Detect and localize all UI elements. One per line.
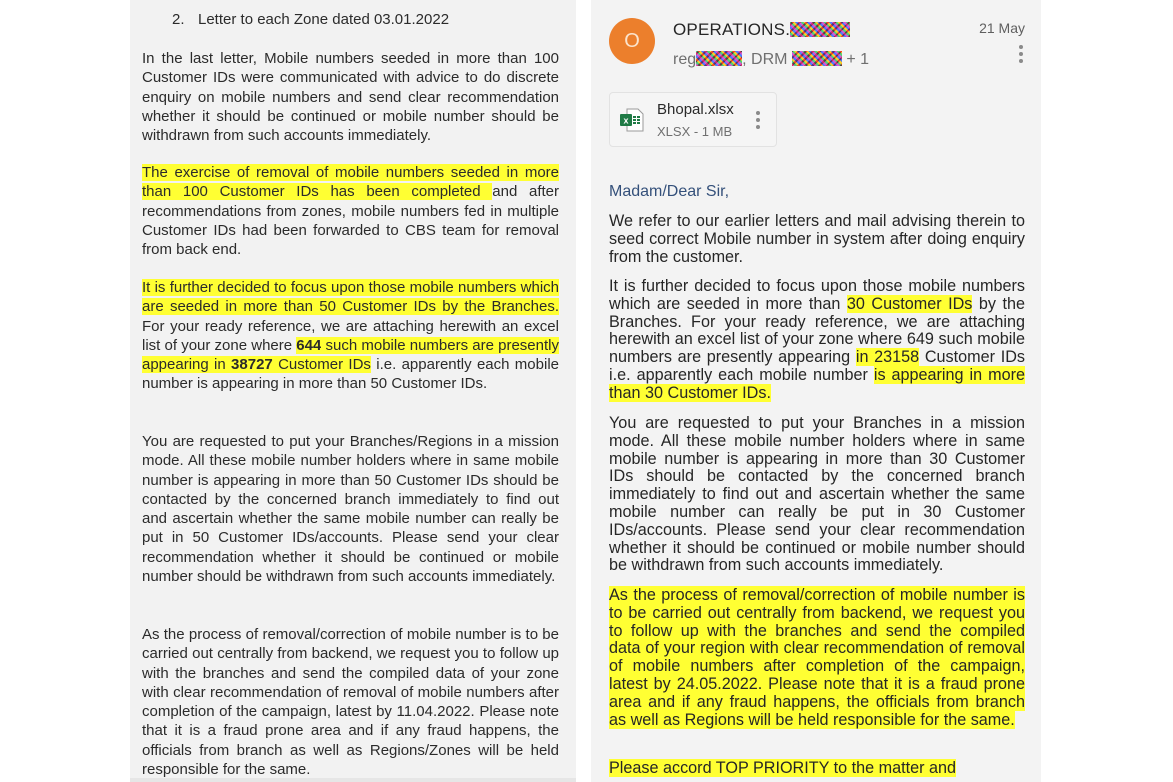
email-greeting: Madam/Dear Sir,: [609, 183, 730, 200]
highlighted-text: 30 Customer IDs: [846, 294, 973, 313]
highlighted-text: is appearing in more than 30 Customer IDs.: [609, 365, 1025, 402]
more-options-icon[interactable]: [1018, 45, 1024, 63]
attachment-more-icon[interactable]: [755, 111, 761, 129]
highlighted-text: in 23158: [855, 348, 920, 367]
highlighted-text: As the process of removal/correction of mobile number is to be carried out centrally from backend, we request you to follow up with the branches and send the compiled data of your region with clear recommendation of removal of mobile numbers after completion of the campaign, latest by 24.05.2022. Please note that it is a fraud prone area and if any fraud happens, the officials from branch as well as Regions will be held responsible for the same.: [609, 586, 1025, 729]
letter-reference-list-item: [172, 10, 449, 29]
list-number: 2.: [172, 11, 185, 28]
mobile-count: 644: [296, 336, 322, 354]
sender-avatar[interactable]: O: [609, 18, 655, 64]
email-paragraph-2: It is further decided to focus upon those mobile numbers which are seeded in more than 30 Customer IDs by the Branches. For your ready reference, we are attaching herewith an excel list of your zone where 649 such mobile numbers are presently appearing in 23158 Customer IDs i.e. apparently each mobile number is appearing in more than 30 Customer IDs.: [609, 277, 1025, 402]
email-panel: [591, 0, 1041, 782]
list-text: Letter to each Zone dated 03.01.2022: [198, 11, 450, 28]
page-edge: [130, 778, 576, 782]
attachment-name: Bhopal.xlsx: [657, 101, 734, 118]
highlighted-text: Please accord TOP PRIORITY to the matter and: [609, 759, 957, 777]
customer-id-count: 38727: [231, 356, 273, 374]
attachment-meta: XLSX - 1 MB: [657, 124, 733, 139]
letter-paragraph-3: It is further decided to focus upon those mobile numbers which are seeded in more than 50 Customer IDs by the Branches. For your ready reference, we are attaching herewith an excel list of your zone where 644 such mobile numbers are presently appearing in 38727 Customer IDs i.e. apparently each mobile number is appearing in more than 50 Customer IDs.: [142, 279, 559, 393]
excel-icon: [619, 107, 645, 133]
sender-name[interactable]: OPERATIONS.: [673, 20, 850, 40]
email-paragraph-3: You are requested to put your Branches in a mission mode. All these mobile number holders where in same mobile number is appearing in more than 30 Customer IDs should be contacted by the concerned branch immediately to find out and ascertain whether the same mobile number can really be put in 30 Customer IDs/accounts. Please send your clear recommendation whether it should be continued or mobile number should be withdrawn from such accounts immediately.: [609, 414, 1025, 575]
attachment-chip[interactable]: [609, 92, 777, 147]
letter-paragraph-4: You are requested to put your Branches/Regions in a mission mode. All these mobile number holders where in same mobile number is appearing in more than 50 Customer IDs should be contacted by the concerned branch immediately to find out and ascertain whether the same mobile number can really be put in 50 Customer IDs/accounts. Please send your clear recommendation whether it should be continued or mobile number should be withdrawn from such accounts immediately.: [142, 433, 559, 586]
email-date: 21 May: [979, 20, 1025, 36]
svg-text:x: x: [623, 115, 629, 126]
scanned-letter-panel: [130, 0, 576, 782]
redacted-text: [790, 22, 850, 37]
letter-paragraph-2: The exercise of removal of mobile numbers seeded in more than 100 Customer IDs has been completed and after recommendations from zones, mobile numbers fed in multiple Customer IDs had been forwarded to CBS team for removal from back end.: [142, 164, 560, 259]
email-paragraph-4: [609, 587, 1025, 729]
redacted-text: [696, 51, 742, 66]
highlighted-text: It is further decided to focus upon those mobile numbers which are seeded in more than 50 Customer IDs by the Branches.: [142, 279, 559, 316]
redacted-text: [792, 51, 842, 66]
letter-paragraph-1: In the last letter, Mobile numbers seeded in more than 100 Customer IDs were communicated with advice to do discrete enquiry on mobile numbers and send clear recommendation whether it should be continued or mobile number should be withdrawn from such accounts immediately.: [142, 50, 559, 145]
email-paragraph-1: We refer to our earlier letters and mail advising therein to seed correct Mobile number in system after doing enquiry from the customer.: [609, 212, 1025, 266]
recipients-line[interactable]: reg , DRM + 1: [673, 51, 870, 68]
letter-paragraph-5: As the process of removal/correction of mobile number is to be carried out centrally from backend, we request you to follow up with the branches and send the compiled data of your zone with clear recommendation of removal of mobile numbers after completion of the campaign, latest by 11.04.2022. Please note that it is a fraud prone area and if any fraud happens, the officials from branch as well as Regions/Zones will be held responsible for the same.: [142, 626, 559, 779]
highlighted-text: The exercise of removal of mobile numbers seeded in more than 100 Customer IDs has been completed: [142, 164, 559, 201]
email-paragraph-5: [609, 760, 1025, 778]
